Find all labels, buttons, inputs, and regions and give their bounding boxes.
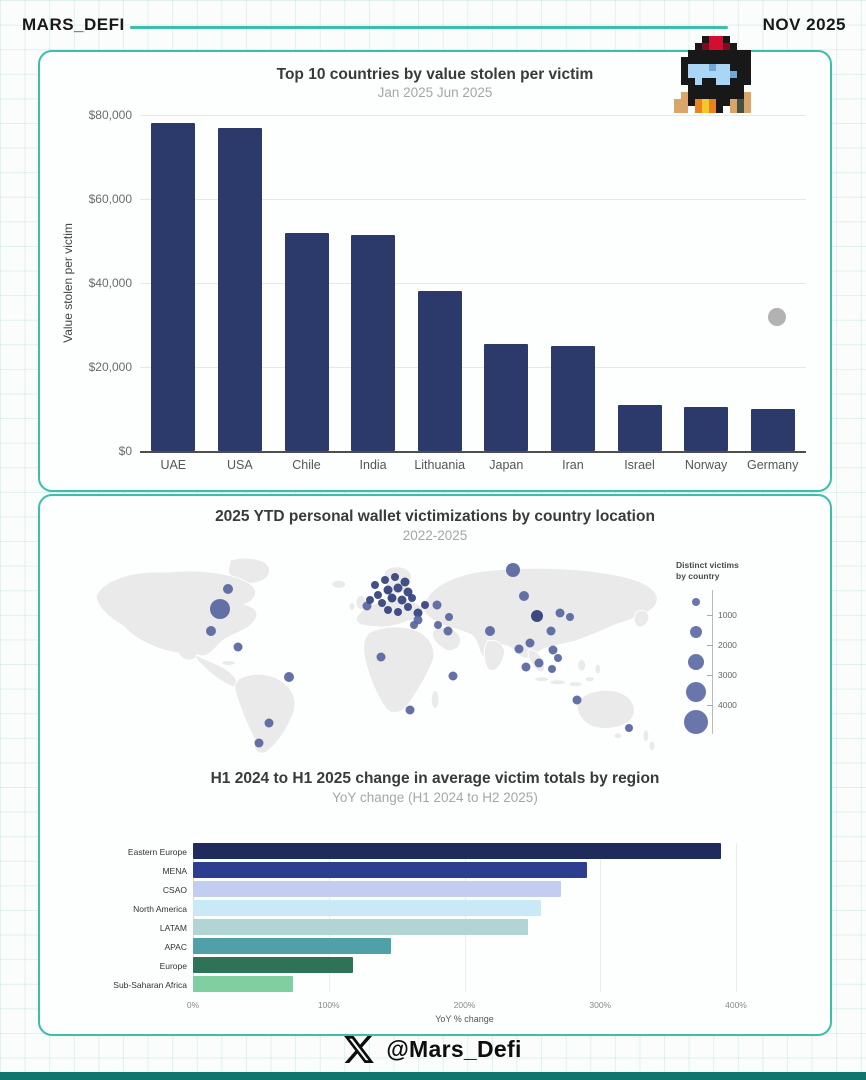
avatar-pixel (688, 71, 695, 78)
avatar-pixel (702, 36, 709, 43)
map-legend-bubble (686, 682, 706, 702)
map-bubble (223, 584, 233, 594)
bar-apac (193, 938, 391, 954)
map-bubble (515, 644, 524, 653)
map-legend-title-line2: by country (676, 570, 720, 581)
map-legend-title-line1: Distinct victims (676, 560, 739, 570)
chart1-x-tick-label: UAE (160, 458, 187, 472)
map-legend-tick-mark (707, 675, 713, 676)
avatar-pixel (723, 92, 730, 99)
chart1-x-tick-label: Chile (292, 458, 321, 472)
chart1-x-tick-label: Japan (489, 458, 524, 472)
avatar-pixel (751, 85, 758, 92)
avatar-pixel (709, 36, 716, 43)
avatar-pixel (723, 99, 730, 106)
avatar-pixel (730, 71, 737, 78)
chart2-gridline (736, 843, 737, 992)
avatar-pixel (681, 71, 688, 78)
map-bubble (485, 626, 495, 636)
avatar-pixel (702, 57, 709, 64)
avatar-pixel (674, 78, 681, 85)
bar-japan (484, 344, 528, 451)
bar-chile (285, 233, 329, 451)
map-bubble (387, 594, 396, 603)
chart2-category-label: Eastern Europe (127, 847, 187, 857)
avatar-pixel (744, 64, 751, 71)
avatar-pixel (709, 85, 716, 92)
avatar-pixel (688, 92, 695, 99)
avatar-pixel (681, 99, 688, 106)
avatar-pixel (688, 57, 695, 64)
avatar-pixel (744, 85, 751, 92)
chart1-x-tick-labels (140, 458, 806, 476)
avatar-pixel (744, 57, 751, 64)
avatar-pixel (695, 57, 702, 64)
avatar-pixel (751, 78, 758, 85)
avatar-pixel (723, 43, 730, 50)
chart1-y-axis-title: Value stolen per victim (61, 223, 75, 343)
map-bubble (448, 671, 457, 680)
map-bubble (433, 601, 442, 610)
avatar-pixel (674, 43, 681, 50)
world-bubble-map (88, 556, 670, 758)
map-subtitle: 2022-2025 (402, 528, 468, 543)
avatar-pixel (695, 43, 702, 50)
map-bubble (554, 654, 562, 662)
avatar-pixel (730, 106, 737, 113)
chart2-x-axis-title: YoY % change (435, 1014, 494, 1024)
chart2-plot-area (193, 843, 736, 992)
chart2-x-tick-labels (186, 1000, 747, 1012)
map-bubble (210, 599, 230, 619)
avatar-pixel (709, 99, 716, 106)
chart1-subtitle: Jan 2025 Jun 2025 (377, 85, 493, 100)
map-bubble (519, 591, 529, 601)
chart2-x-tick-label: 200% (453, 1000, 476, 1010)
x-logo-icon (344, 1036, 374, 1063)
bar-uae (151, 123, 195, 451)
chart1-gridline (140, 115, 806, 116)
avatar-pixel (751, 71, 758, 78)
map-bubble (531, 610, 543, 622)
chart2-category-label: Europe (159, 961, 187, 971)
map-bubble (404, 603, 412, 611)
avatar-pixel (730, 78, 737, 85)
chart2-category-label: Sub-Saharan Africa (113, 980, 187, 990)
avatar-pixel (737, 36, 744, 43)
chart1-plot-area (140, 115, 806, 453)
avatar-pixel (674, 71, 681, 78)
header-divider-line (130, 26, 728, 29)
map-bubble (444, 626, 453, 635)
avatar-pixel (716, 64, 723, 71)
avatar-pixel (730, 57, 737, 64)
bar-mena (193, 862, 587, 878)
chart2-title: H1 2024 to H1 2025 change in average victim totals by region (210, 770, 660, 787)
map-bubble (391, 573, 399, 581)
map-bubble (413, 616, 422, 625)
avatar-pixel (674, 64, 681, 71)
gray-dot (768, 308, 786, 326)
avatar-pixel (751, 36, 758, 43)
avatar-pixel (730, 43, 737, 50)
avatar-pixel (744, 99, 751, 106)
avatar-pixel (681, 92, 688, 99)
chart2-x-tick-label: 0% (186, 1000, 200, 1010)
chart1-y-tick-label: $20,000 (88, 360, 132, 374)
bar-csao (193, 881, 561, 897)
chart1-y-tick-label: $40,000 (88, 276, 132, 290)
avatar-pixel (716, 99, 723, 106)
avatar-pixel (681, 43, 688, 50)
avatar-pixel (744, 71, 751, 78)
bar-usa (218, 128, 262, 451)
avatar-pixel (751, 64, 758, 71)
map-bubble (547, 626, 556, 635)
avatar-pixel (688, 50, 695, 57)
bar-latam (193, 919, 528, 935)
bar-europe (193, 957, 353, 973)
avatar-pixel (730, 85, 737, 92)
avatar-pixel (744, 92, 751, 99)
avatar-pixel (716, 78, 723, 85)
map-legend-tick-label: 1000 (718, 610, 737, 620)
chart1-x-tick-label: Norway (684, 458, 728, 472)
map-bubble (366, 596, 374, 604)
avatar-pixel (723, 85, 730, 92)
map-legend-bubble (692, 598, 700, 606)
avatar-pixel (674, 106, 681, 113)
avatar-pixel (737, 78, 744, 85)
avatar-pixel (751, 50, 758, 57)
avatar-pixel (737, 64, 744, 71)
bar-sub-saharan-africa (193, 976, 293, 992)
avatar-pixel (702, 92, 709, 99)
chart1-title: Top 10 countries by value stolen per victim (276, 66, 594, 83)
avatar-pixel (737, 92, 744, 99)
avatar-pixel (737, 106, 744, 113)
avatar-pixel (688, 99, 695, 106)
avatar-pixel-row (674, 50, 758, 57)
avatar-pixel-row (674, 36, 758, 43)
bar-israel (618, 405, 662, 451)
chart1-y-tick-label: $80,000 (88, 108, 132, 122)
avatar-pixel (709, 57, 716, 64)
avatar-pixel-row (674, 106, 758, 113)
header-date: NOV 2025 (762, 15, 846, 34)
chart2-subtitle: YoY change (H1 2024 to H2 2025) (332, 790, 538, 805)
avatar-pixel (744, 106, 751, 113)
avatar-pixel (730, 92, 737, 99)
avatar-pixel (681, 78, 688, 85)
avatar-pixel (723, 78, 730, 85)
map-bubble (535, 659, 544, 668)
map-legend-bubble (688, 654, 704, 670)
avatar-pixel (681, 36, 688, 43)
map-bubble (381, 576, 389, 584)
chart1-x-tick-label: Iran (562, 458, 584, 472)
avatar-pixel (674, 92, 681, 99)
avatar-pixel (716, 71, 723, 78)
avatar-pixel (702, 71, 709, 78)
pixel-art-ninja-avatar (674, 36, 758, 113)
map-bubble (526, 639, 535, 648)
footer-handle: @Mars_Defi (386, 1036, 522, 1062)
avatar-pixel (688, 85, 695, 92)
avatar-pixel (716, 106, 723, 113)
avatar-pixel (751, 57, 758, 64)
avatar-pixel (737, 71, 744, 78)
avatar-pixel (702, 99, 709, 106)
avatar-pixel (695, 71, 702, 78)
chart2-category-label: LATAM (159, 923, 187, 933)
avatar-pixel (674, 57, 681, 64)
avatar-pixel (695, 50, 702, 57)
avatar-pixel (709, 92, 716, 99)
map-bubble (572, 696, 581, 705)
avatar-pixel (744, 50, 751, 57)
avatar-pixel (702, 43, 709, 50)
avatar-pixel (716, 50, 723, 57)
map-legend-tick-label: 2000 (718, 640, 737, 650)
avatar-pixel (674, 99, 681, 106)
avatar-pixel (688, 43, 695, 50)
avatar-pixel-row (674, 64, 758, 71)
avatar-pixel (702, 85, 709, 92)
avatar-pixel (730, 50, 737, 57)
chart2-x-tick-label: 100% (317, 1000, 340, 1010)
chart1-x-tick-label: India (359, 458, 387, 472)
bar-india (351, 235, 395, 451)
chart2-x-tick-label: 300% (589, 1000, 612, 1010)
avatar-pixel (702, 78, 709, 85)
map-bubble (206, 626, 216, 636)
avatar-pixel (737, 99, 744, 106)
avatar-pixel (744, 43, 751, 50)
map-legend-axis-line (712, 590, 713, 734)
avatar-pixel (744, 36, 751, 43)
chart1-y-tick-label: $60,000 (88, 192, 132, 206)
chart1-x-tick-label: USA (227, 458, 253, 472)
chart2-category-label: MENA (162, 866, 187, 876)
avatar-pixel (695, 36, 702, 43)
map-legend (676, 560, 781, 755)
avatar-pixel (709, 50, 716, 57)
bar-lithuania (418, 291, 462, 451)
chart2-category-label: North America (133, 904, 187, 914)
avatar-pixel-row (674, 85, 758, 92)
avatar-pixel (737, 50, 744, 57)
avatar-pixel-row (674, 71, 758, 78)
avatar-pixel (709, 78, 716, 85)
map-bubble (445, 613, 453, 621)
avatar-pixel (730, 64, 737, 71)
avatar-pixel (695, 64, 702, 71)
avatar-pixel (695, 106, 702, 113)
map-bubble (506, 563, 520, 577)
avatar-pixel (688, 78, 695, 85)
map-bubble (549, 645, 558, 654)
avatar-pixel (688, 36, 695, 43)
map-legend-tick-mark (707, 645, 713, 646)
chart2-gridline (600, 843, 601, 992)
chart2-x-tick-label: 400% (725, 1000, 747, 1010)
map-bubble (394, 608, 402, 616)
avatar-pixel (702, 106, 709, 113)
footer (0, 1036, 866, 1063)
chart1-y-tick-label: $0 (118, 444, 132, 458)
avatar-pixel (681, 50, 688, 57)
map-legend-tick-mark (707, 705, 713, 706)
map-bubble (566, 613, 574, 621)
avatar-pixel (737, 43, 744, 50)
avatar-pixel (730, 36, 737, 43)
avatar-pixel (695, 99, 702, 106)
avatar-pixel-row (674, 92, 758, 99)
map-bubble (374, 591, 382, 599)
bar-north-america (193, 900, 541, 916)
avatar-pixel (681, 57, 688, 64)
chart2-category-label: CSAO (162, 885, 187, 895)
avatar-pixel-row (674, 78, 758, 85)
avatar-pixel (751, 106, 758, 113)
map-bubble (371, 581, 379, 589)
chart1-x-tick-label: Germany (746, 458, 799, 472)
map-bubble (234, 642, 243, 651)
avatar-pixel (695, 78, 702, 85)
avatar-pixel (723, 71, 730, 78)
map-bubble (421, 601, 429, 609)
avatar-pixel (751, 92, 758, 99)
map-bubble (556, 608, 565, 617)
map-bubble (384, 606, 392, 614)
map-legend-bubble (690, 626, 702, 638)
map-bubble (394, 583, 403, 592)
avatar-pixel (688, 106, 695, 113)
map-bubble (548, 665, 556, 673)
map-legend-bubble (684, 710, 708, 734)
map-bubble (408, 594, 416, 602)
bar-norway (684, 407, 728, 451)
avatar-pixel (723, 57, 730, 64)
map-bubble (434, 621, 442, 629)
avatar-pixel-row (674, 43, 758, 50)
avatar-pixel (716, 57, 723, 64)
map-legend-tick-mark (707, 615, 713, 616)
avatar-pixel (681, 85, 688, 92)
bar-eastern-europe (193, 843, 721, 859)
avatar-pixel (681, 106, 688, 113)
avatar-pixel (674, 36, 681, 43)
map-bubble (522, 663, 531, 672)
avatar-pixel (709, 43, 716, 50)
avatar-pixel (702, 50, 709, 57)
map-title: 2025 YTD personal wallet victimizations by country location (215, 508, 655, 525)
map-bubble (625, 724, 633, 732)
chart1-x-tick-label: Israel (624, 458, 655, 472)
avatar-pixel (716, 36, 723, 43)
avatar-pixel (751, 43, 758, 50)
avatar-pixel (681, 64, 688, 71)
bar-germany (751, 409, 795, 451)
map-bubble (405, 705, 414, 714)
chart1-x-tick-label: Lithuania (414, 458, 466, 472)
avatar-pixel (723, 36, 730, 43)
avatar-pixel (716, 43, 723, 50)
map-legend-tick-label: 4000 (718, 700, 737, 710)
avatar-pixel (695, 85, 702, 92)
avatar-pixel (709, 106, 716, 113)
avatar-pixel (737, 85, 744, 92)
map-legend-tick-label: 3000 (718, 670, 737, 680)
map-bubble (255, 739, 264, 748)
avatar-pixel (688, 64, 695, 71)
map-bubble (376, 653, 385, 662)
map-bubble (265, 719, 274, 728)
avatar-pixel (695, 92, 702, 99)
avatar-pixel (674, 50, 681, 57)
avatar-pixel (716, 85, 723, 92)
bar-iran (551, 346, 595, 451)
avatar-pixel (723, 64, 730, 71)
avatar-pixel (716, 92, 723, 99)
avatar-pixel (709, 71, 716, 78)
avatar-pixel (723, 106, 730, 113)
bottom-accent-bar (0, 1072, 866, 1080)
avatar-pixel (723, 50, 730, 57)
chart2-category-label: APAC (164, 942, 187, 952)
brand-title: MARS_DEFI (22, 15, 125, 34)
avatar-pixel (709, 64, 716, 71)
map-bubble (284, 672, 294, 682)
avatar-pixel-row (674, 99, 758, 106)
avatar-pixel (674, 85, 681, 92)
avatar-pixel (751, 99, 758, 106)
avatar-pixel-row (674, 57, 758, 64)
avatar-pixel (744, 78, 751, 85)
avatar-pixel (702, 64, 709, 71)
avatar-pixel (730, 99, 737, 106)
avatar-pixel (737, 57, 744, 64)
